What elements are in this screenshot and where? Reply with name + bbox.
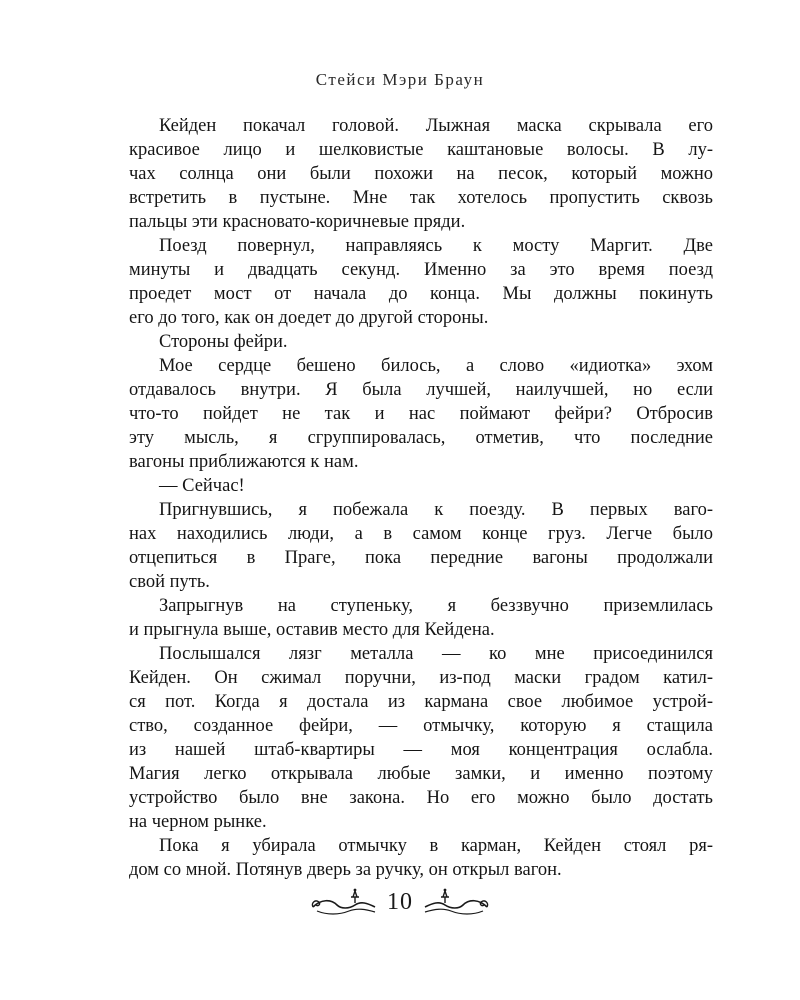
text-line: Поезд повернул, направляясь к мосту Маргит. Две	[159, 236, 713, 256]
text-line: Запрыгнув на ступеньку, я беззвучно приземлилась	[159, 596, 713, 616]
running-head: Стейси Мэри Браун	[315, 70, 485, 89]
paragraph	[129, 834, 713, 882]
text-line: из нашей штаб-квартиры — моя концентрация ослабла.	[129, 740, 713, 760]
text-line: Кейден покачал головой. Лыжная маска скрывала его	[159, 116, 713, 136]
text-line: вагоны приближаются к нам.	[129, 452, 359, 472]
text-line: минуты и двадцать секунд. Именно за это время поезд	[129, 260, 713, 280]
text-line: пальцы эти красновато-коричневые пряди.	[129, 212, 466, 232]
text-line: отдавалось внутри. Я была лучшей, наилучшей, но если	[129, 380, 713, 400]
text-line: нах находились люди, а в самом конце груз. Легче было	[129, 524, 713, 544]
left-ornament-icon	[309, 885, 379, 919]
text-line: — Сейчас!	[159, 476, 245, 496]
body-text	[129, 114, 713, 882]
paragraph	[129, 234, 713, 330]
text-line: дом со мной. Потянув дверь за ручку, он открыл вагон.	[129, 860, 562, 880]
text-line: свой путь.	[129, 572, 210, 592]
paragraph	[129, 354, 713, 474]
text-line: на черном рынке.	[129, 812, 267, 832]
text-line: Кейден. Он сжимал поручни, из-под маски градом катил-	[129, 668, 713, 688]
text-line: его до того, как он доедет до другой стороны.	[129, 308, 489, 328]
text-line: эту мысль, я сгруппировалась, отметив, что последние	[129, 428, 713, 448]
paragraph	[129, 330, 713, 354]
text-line: Пока я убирала отмычку в карман, Кейден стоял ря-	[159, 836, 713, 856]
text-line: встретить в пустыне. Мне так хотелось пропустить сквозь	[129, 188, 713, 208]
paragraph	[129, 642, 713, 834]
page-number: 10	[387, 888, 413, 915]
text-line: что-то пойдет не так и нас поймают фейри? Отбросив	[129, 404, 713, 424]
page-footer	[0, 882, 800, 922]
text-line: чах солнца они были похожи на песок, который можно	[129, 164, 713, 184]
text-line: отцепиться в Праге, пока передние вагоны продолжали	[129, 548, 713, 568]
text-line: и прыгнула выше, оставив место для Кейдена.	[129, 620, 495, 640]
text-line: Послышался лязг металла — ко мне присоединился	[159, 644, 713, 664]
text-line: ство, созданное фейри, — отмычку, которую я стащила	[129, 716, 713, 736]
paragraph	[129, 474, 713, 498]
text-line: устройство было вне закона. Но его можно было достать	[129, 788, 713, 808]
text-line: ся пот. Когда я достала из кармана свое любимое устрой-	[129, 692, 713, 712]
text-line: проедет мост от начала до конца. Мы должны покинуть	[129, 284, 713, 304]
text-line: красивое лицо и шелковистые каштановые волосы. В лу-	[129, 140, 713, 160]
text-line: Стороны фейри.	[159, 332, 288, 352]
paragraph	[129, 114, 713, 234]
right-ornament-icon	[421, 885, 491, 919]
paragraph	[129, 498, 713, 594]
paragraph	[129, 594, 713, 642]
text-line: Пригнувшись, я побежала к поезду. В первых ваго-	[159, 500, 713, 520]
text-line: Магия легко открывала любые замки, и именно поэтому	[129, 764, 713, 784]
text-line: Мое сердце бешено билось, а слово «идиотка» эхом	[159, 356, 713, 376]
